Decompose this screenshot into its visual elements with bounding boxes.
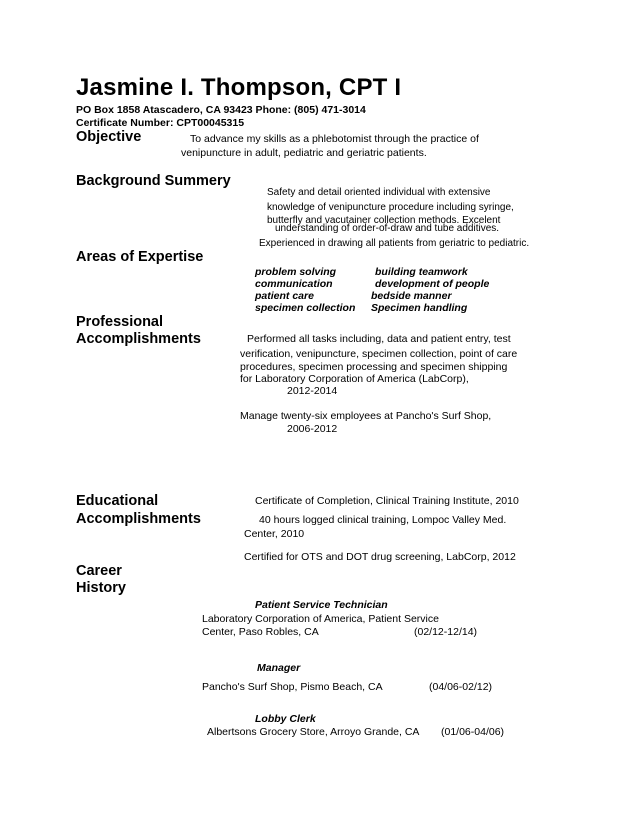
expertise-item: development of people [375,278,490,290]
professional-line-4: for Laboratory Corporation of America (LabCorp), [240,373,469,385]
expertise-item: building teamwork [375,266,468,278]
certificate-number: Certificate Number: CPT00045315 [76,117,245,129]
educational-line-4: Certified for OTS and DOT drug screening, LabCorp, 2012 [244,551,516,563]
objective-line-2: venipuncture in adult, pediatric and geriatric patients. [181,147,427,159]
professional-line-1: Performed all tasks including, data and patient entry, test [247,333,511,345]
career-heading: Career [76,563,122,579]
resume-name: Jasmine I. Thompson, CPT I [76,74,402,101]
expertise-item: bedside manner [371,290,452,302]
background-line-1: Safety and detail oriented individual with extensive [267,187,491,198]
job-dates: (01/06-04/06) [441,726,505,738]
job-employer: Laboratory Corporation of America, Patient Service [202,613,439,625]
objective-heading: Objective [76,129,142,145]
background-line-4: understanding of order-of-draw and tube additives. [275,223,500,234]
job-employer: Pancho's Surf Shop, Pismo Beach, CA [202,681,383,693]
background-line-3: butterfly and vacutainer collection methods. Excelent [267,215,501,226]
expertise-item: specimen collection [255,302,356,314]
contact-line: PO Box 1858 Atascadero, CA 93423 Phone: (805) 471-3014 [76,104,366,116]
expertise-item: communication [255,278,333,290]
professional-line-7: 2006-2012 [287,423,338,435]
background-line-5: Experienced in drawing all patients from geriatric to pediatric. [259,238,530,249]
background-line-2: knowledge of venipuncture procedure including syringe, [267,202,514,213]
job-title: Patient Service Technician [255,599,388,611]
expertise-heading: Areas of Expertise [76,249,204,265]
objective-line-1: To advance my skills as a phlebotomist through the practice of [190,133,479,145]
professional-heading: Professional [76,314,164,330]
expertise-item: patient care [255,290,314,302]
educational-line-1: Certificate of Completion, Clinical Training Institute, 2010 [255,495,519,507]
educational-line-2: 40 hours logged clinical training, Lompoc Valley Med. [259,514,507,526]
job-employer: Albertsons Grocery Store, Arroyo Grande, CA [207,726,420,738]
background-heading: Background Summery [76,173,231,189]
expertise-item: Specimen handling [371,302,468,314]
job-dates: (04/06-02/12) [429,681,493,693]
job-location: Center, Paso Robles, CA [202,626,319,638]
professional-line-3: procedures, specimen processing and specimen shipping [240,361,508,373]
job-dates: (02/12-12/14) [414,626,478,638]
educational-line-3: Center, 2010 [244,528,305,540]
career-heading: History [76,580,126,596]
job-title: Lobby Clerk [255,713,316,725]
job-title: Manager [257,662,301,674]
educational-heading: Educational [76,493,159,509]
professional-line-2: verification, venipuncture, specimen collection, point of care [240,348,518,360]
professional-line-5: 2012-2014 [287,385,338,397]
professional-heading: Accomplishments [76,331,201,347]
educational-heading: Accomplishments [76,511,201,527]
professional-line-6: Manage twenty-six employees at Pancho's Surf Shop, [240,410,492,422]
expertise-item: problem solving [255,266,337,278]
